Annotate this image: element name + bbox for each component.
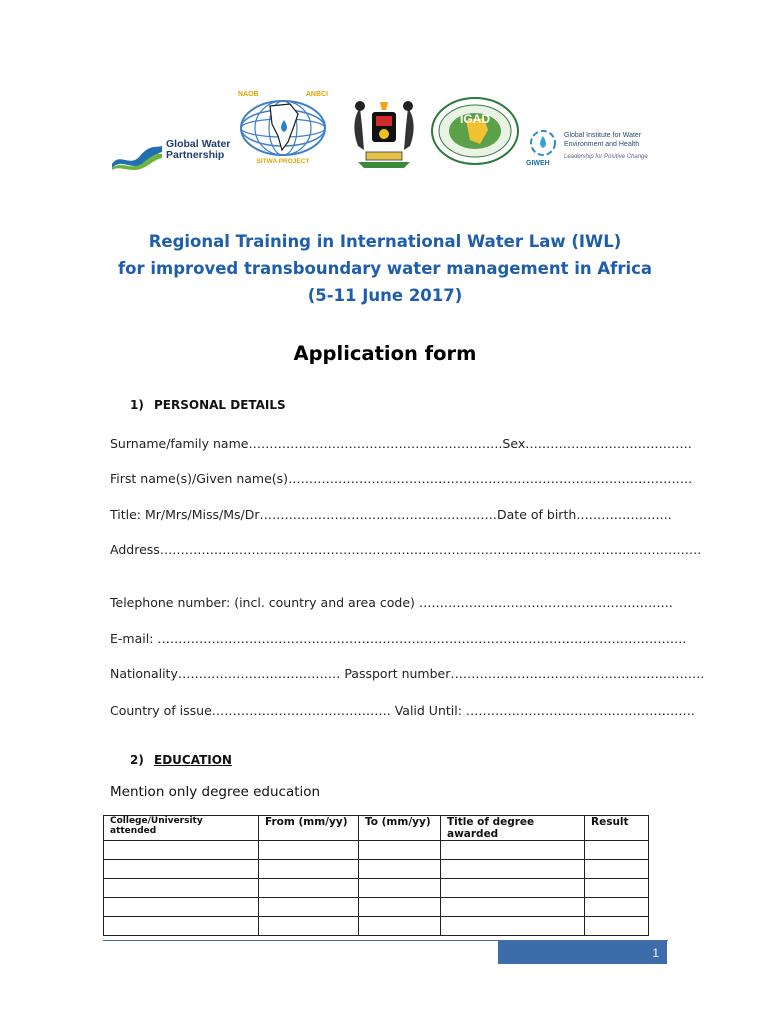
logo-strip — [0, 88, 770, 178]
giweh-tagline: Global Institute for Water Environment and Health Leadership for Positive Change — [564, 132, 648, 160]
wave-icon — [110, 142, 164, 172]
table-cell[interactable] — [259, 841, 359, 860]
globe-drop-icon — [526, 128, 560, 158]
table-cell[interactable] — [104, 917, 259, 936]
given-name-field[interactable]: First name(s)/Given name(s)……………………………………………………………………………………. — [110, 471, 693, 486]
table-cell[interactable] — [441, 898, 585, 917]
education-instruction: Mention only degree education — [110, 784, 321, 800]
sitwa-project-logo — [238, 88, 328, 168]
table-cell[interactable] — [585, 860, 649, 879]
page-number-box — [498, 941, 667, 964]
column-header-college: College/University attended — [104, 816, 259, 841]
table-cell[interactable] — [359, 860, 441, 879]
anbci-label: ANBCI — [305, 91, 328, 98]
column-header-result: Result — [585, 816, 649, 841]
table-cell[interactable] — [359, 917, 441, 936]
nationality-passport-field[interactable]: Nationality………………………………… Passport number……………………………………………………. — [110, 666, 705, 681]
table-row — [104, 879, 649, 898]
table-cell[interactable] — [359, 841, 441, 860]
coat-of-arms-icon — [340, 96, 428, 172]
telephone-field[interactable]: Telephone number: (incl. country and area code) ……………………………………………………. — [110, 595, 673, 610]
table-cell[interactable] — [259, 898, 359, 917]
table-cell[interactable] — [585, 898, 649, 917]
section-number: 1) — [130, 398, 144, 412]
table-cell[interactable] — [104, 898, 259, 917]
section-number: 2) — [130, 753, 144, 767]
education-table — [103, 815, 649, 936]
table-cell[interactable] — [441, 917, 585, 936]
table-cell[interactable] — [441, 860, 585, 879]
table-cell[interactable] — [259, 879, 359, 898]
table-cell[interactable] — [585, 841, 649, 860]
table-cell[interactable] — [441, 841, 585, 860]
table-cell[interactable] — [359, 879, 441, 898]
training-title-line-3: (5-11 June 2017) — [307, 286, 463, 305]
column-header-to: To (mm/yy) — [359, 816, 441, 841]
table-row — [104, 917, 649, 936]
title-dob-field[interactable]: Title: Mr/Mrs/Miss/Ms/Dr…………………………………………………Date of birth………………….. — [110, 507, 672, 522]
section-heading: EDUCATION — [154, 753, 232, 767]
column-header-degree: Title of degree awarded — [441, 816, 585, 841]
page-number: 1 — [652, 946, 659, 960]
column-header-from: From (mm/yy) — [259, 816, 359, 841]
table-cell[interactable] — [441, 879, 585, 898]
table-cell[interactable] — [104, 841, 259, 860]
naob-label: NAOB — [238, 91, 259, 98]
table-cell[interactable] — [104, 879, 259, 898]
table-header-row — [104, 816, 649, 841]
application-form-title: Application form — [293, 342, 477, 365]
email-field[interactable]: E-mail: ………………………………………………………………………………………………………………. — [110, 631, 687, 646]
address-field[interactable]: Address…………………………………………………………………………………………………………………. — [110, 542, 702, 557]
igad-seal-icon — [430, 96, 520, 166]
global-water-partnership-logo — [110, 134, 240, 174]
table-cell[interactable] — [585, 917, 649, 936]
globe-icon — [238, 96, 328, 160]
surname-sex-field[interactable]: Surname/family name…………………………………………………….Sex…………………………………. — [110, 436, 692, 451]
sitwa-label: SITWA PROJECT — [256, 158, 310, 165]
table-row — [104, 860, 649, 879]
country-valid-until-field[interactable]: Country of issue……………………………………. Valid Until: ………………………………………………. — [110, 703, 695, 718]
igad-label: IGAD — [460, 112, 490, 126]
section-heading: PERSONAL DETAILS — [154, 398, 286, 412]
table-cell[interactable] — [259, 917, 359, 936]
igad-logo — [430, 96, 520, 166]
training-title-line-1: Regional Training in International Water Law (IWL) — [148, 232, 622, 251]
giweh-logo — [524, 128, 684, 174]
table-cell[interactable] — [104, 860, 259, 879]
table-cell[interactable] — [259, 860, 359, 879]
table-row — [104, 841, 649, 860]
table-cell[interactable] — [585, 879, 649, 898]
table-cell[interactable] — [359, 898, 441, 917]
gwp-label: Global Water Partnership — [166, 138, 231, 161]
giweh-label: GIWEH — [526, 160, 550, 167]
uganda-coat-of-arms-logo — [340, 96, 428, 172]
training-title-line-2: for improved transboundary water management in Africa — [117, 259, 653, 278]
table-row — [104, 898, 649, 917]
